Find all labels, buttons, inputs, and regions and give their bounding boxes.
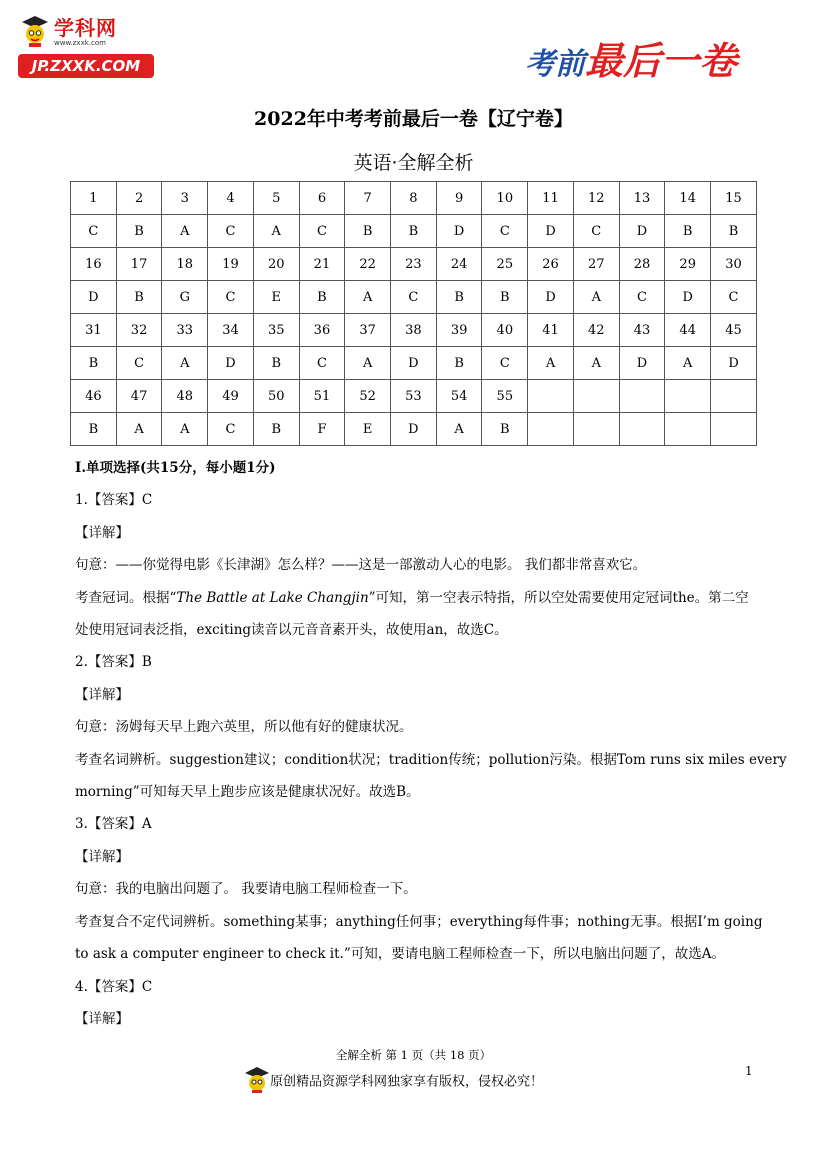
q1-analysis: [75, 582, 755, 614]
answer-cell: D: [711, 347, 757, 380]
question-number-cell: [573, 380, 619, 413]
question-number-cell: 46: [71, 380, 117, 413]
question-number-cell: 17: [116, 248, 162, 281]
mascot-icon: [244, 1066, 270, 1094]
question-number-cell: 34: [208, 314, 254, 347]
answer-cell: B: [711, 215, 757, 248]
stamp-part1: 考前: [524, 47, 585, 82]
question-number-cell: [711, 380, 757, 413]
answer-row: [71, 215, 757, 248]
q2-analysis-line1: 考查名词辨析。suggestion建议；condition状况；tradition传统；pollution污染。根据Tom runs six miles every: [75, 751, 787, 768]
answer-row: [71, 281, 757, 314]
q3-meaning: 句意：我的电脑出问题了。 我要请电脑工程师检查一下。: [75, 881, 417, 898]
answer-cell: [619, 413, 665, 446]
question-number-cell: 26: [528, 248, 574, 281]
answer-cell: B: [665, 215, 711, 248]
answer-cell: D: [665, 281, 711, 314]
question-number-row: [71, 248, 757, 281]
q1-analysis-line2: 处使用冠词表泛指，exciting读音以元音音素开头，故使用an，故选C。: [75, 622, 508, 639]
answer-cell: B: [345, 215, 391, 248]
question-number-cell: 23: [391, 248, 437, 281]
question-number-cell: 5: [253, 182, 299, 215]
answer-cell: A: [345, 281, 391, 314]
answer-cell: A: [162, 347, 208, 380]
answer-cell: D: [528, 281, 574, 314]
q2-answer: 2.【答案】B: [75, 654, 152, 671]
q1-analysis-pre: 考查冠词。根据“: [75, 589, 177, 606]
question-number-cell: 54: [436, 380, 482, 413]
answer-cell: D: [528, 215, 574, 248]
question-number-cell: 8: [391, 182, 437, 215]
final-exam-stamp: [525, 30, 737, 85]
answer-cell: A: [573, 281, 619, 314]
question-number-cell: 53: [391, 380, 437, 413]
answer-cell: D: [436, 215, 482, 248]
question-number-cell: 24: [436, 248, 482, 281]
question-number-cell: 9: [436, 182, 482, 215]
question-number-row: [71, 182, 757, 215]
question-number-cell: 3: [162, 182, 208, 215]
answer-cell: [665, 413, 711, 446]
answer-cell: A: [162, 215, 208, 248]
question-number-cell: 22: [345, 248, 391, 281]
answer-cell: C: [208, 281, 254, 314]
page-title: 2022年中考考前最后一卷【辽宁卷】: [254, 108, 573, 130]
question-number-cell: 43: [619, 314, 665, 347]
question-number-cell: 41: [528, 314, 574, 347]
question-number-cell: 31: [71, 314, 117, 347]
answer-cell: B: [71, 413, 117, 446]
q1-analysis-post: ”可知，第一空表示特指，所以空处需要使用定冠词the。第二空: [368, 589, 749, 606]
stamp-part2: 最后一卷: [584, 38, 737, 83]
question-number-cell: 6: [299, 182, 345, 215]
answer-cell: C: [299, 215, 345, 248]
question-number-cell: 48: [162, 380, 208, 413]
answer-row: [71, 413, 757, 446]
answer-cell: B: [482, 413, 528, 446]
question-number-cell: 49: [208, 380, 254, 413]
answer-cell: A: [436, 413, 482, 446]
answer-cell: B: [253, 413, 299, 446]
q3-detail-label: 【详解】: [75, 848, 129, 865]
copyright-notice: [244, 1066, 543, 1096]
question-number-cell: 51: [299, 380, 345, 413]
q2-meaning: 句意：汤姆每天早上跑六英里，所以他有好的健康状况。: [75, 719, 413, 736]
question-number-cell: 29: [665, 248, 711, 281]
question-number-cell: 38: [391, 314, 437, 347]
page-subtitle: 英语·全解全析: [353, 152, 474, 174]
q1-detail-label: 【详解】: [75, 524, 129, 541]
answer-cell: A: [665, 347, 711, 380]
question-number-cell: 55: [482, 380, 528, 413]
answer-cell: D: [391, 347, 437, 380]
question-number-cell: 47: [116, 380, 162, 413]
answer-cell: D: [71, 281, 117, 314]
q2-analysis-line2: morning”可知每天早上跑步应该是健康状况好。故选B。: [75, 784, 420, 801]
answer-cell: [711, 413, 757, 446]
answer-cell: C: [116, 347, 162, 380]
answer-cell: C: [71, 215, 117, 248]
question-number-cell: 21: [299, 248, 345, 281]
question-number-cell: [528, 380, 574, 413]
question-number-row: [71, 314, 757, 347]
answer-cell: A: [116, 413, 162, 446]
answer-cell: A: [528, 347, 574, 380]
answer-cell: B: [391, 215, 437, 248]
q3-analysis-line2: to ask a computer engineer to check it.”可知，要请电脑工程师检查一下，所以电脑出问题了，故选A。: [75, 946, 725, 963]
answer-cell: B: [482, 281, 528, 314]
q3-analysis-line1: 考查复合不定代词辨析。something某事；anything任何事；everything每件事；nothing无事。根据I’m going: [75, 913, 763, 930]
question-number-cell: 11: [528, 182, 574, 215]
answer-cell: E: [253, 281, 299, 314]
logo-badge: JP.ZXXK.COM: [18, 54, 154, 78]
question-number-cell: 33: [162, 314, 208, 347]
answer-cell: E: [345, 413, 391, 446]
question-number-cell: 45: [711, 314, 757, 347]
question-number-cell: 12: [573, 182, 619, 215]
question-number-cell: 14: [665, 182, 711, 215]
answer-cell: A: [253, 215, 299, 248]
question-number-cell: 44: [665, 314, 711, 347]
answer-cell: B: [436, 281, 482, 314]
question-number-cell: 19: [208, 248, 254, 281]
answer-cell: D: [391, 413, 437, 446]
answer-cell: C: [619, 281, 665, 314]
answer-cell: F: [299, 413, 345, 446]
answer-cell: C: [299, 347, 345, 380]
answer-row: [71, 347, 757, 380]
question-number-cell: [665, 380, 711, 413]
answer-cell: C: [208, 413, 254, 446]
answer-cell: B: [436, 347, 482, 380]
question-number-cell: 28: [619, 248, 665, 281]
page-number: 1: [745, 1064, 753, 1078]
explanations: [75, 452, 787, 1035]
question-number-cell: 50: [253, 380, 299, 413]
question-number-cell: 7: [345, 182, 391, 215]
question-number-cell: 30: [711, 248, 757, 281]
page-footer: 全解全析 第 1 页（共 18 页）: [335, 1048, 492, 1062]
answer-cell: B: [116, 281, 162, 314]
question-number-cell: 2: [116, 182, 162, 215]
question-number-cell: [619, 380, 665, 413]
q1-answer: 1.【答案】C: [75, 492, 153, 509]
question-number-cell: 40: [482, 314, 528, 347]
question-number-cell: 52: [345, 380, 391, 413]
question-number-cell: 37: [345, 314, 391, 347]
answer-cell: A: [345, 347, 391, 380]
answer-cell: C: [711, 281, 757, 314]
question-number-row: [71, 380, 757, 413]
question-number-cell: 10: [482, 182, 528, 215]
answer-cell: C: [482, 347, 528, 380]
answer-cell: [528, 413, 574, 446]
copyright-text: 原创精品资源学科网独家享有版权，侵权必究！: [270, 1074, 544, 1090]
question-number-cell: 1: [71, 182, 117, 215]
question-number-cell: 20: [253, 248, 299, 281]
q1-movie-title: The Battle at Lake Changjin: [176, 589, 369, 606]
answer-cell: A: [162, 413, 208, 446]
question-number-cell: 16: [71, 248, 117, 281]
question-number-cell: 42: [573, 314, 619, 347]
logo-small-url: www.zxxk.com: [54, 39, 106, 47]
answer-cell: B: [299, 281, 345, 314]
question-number-cell: 18: [162, 248, 208, 281]
answer-cell: D: [619, 347, 665, 380]
answer-cell: B: [116, 215, 162, 248]
q4-detail-label: 【详解】: [75, 1010, 129, 1027]
question-number-cell: 36: [299, 314, 345, 347]
answer-cell: [573, 413, 619, 446]
logo-brand: 学科网: [54, 16, 117, 40]
answer-cell: G: [162, 281, 208, 314]
question-number-cell: 35: [253, 314, 299, 347]
answer-cell: B: [71, 347, 117, 380]
question-number-cell: 39: [436, 314, 482, 347]
q4-answer: 4.【答案】C: [75, 978, 153, 995]
answer-cell: C: [208, 215, 254, 248]
mascot-icon: [20, 14, 50, 48]
section-heading: I.单项选择(共15分，每小题1分): [75, 460, 276, 476]
answer-table: [70, 181, 757, 446]
answer-cell: B: [253, 347, 299, 380]
question-number-cell: 27: [573, 248, 619, 281]
q2-detail-label: 【详解】: [75, 686, 129, 703]
question-number-cell: 32: [116, 314, 162, 347]
question-number-cell: 15: [711, 182, 757, 215]
answer-cell: C: [391, 281, 437, 314]
question-number-cell: 4: [208, 182, 254, 215]
q1-meaning: 句意：——你觉得电影《长津湖》怎么样？——这是一部激动人心的电影。 我们都非常喜欢它。: [75, 557, 647, 574]
zxxk-logo: [16, 12, 156, 80]
answer-cell: D: [619, 215, 665, 248]
question-number-cell: 25: [482, 248, 528, 281]
answer-cell: C: [482, 215, 528, 248]
q3-answer: 3.【答案】A: [75, 816, 152, 833]
answer-cell: C: [573, 215, 619, 248]
question-number-cell: 13: [619, 182, 665, 215]
answer-cell: D: [208, 347, 254, 380]
answer-cell: A: [573, 347, 619, 380]
